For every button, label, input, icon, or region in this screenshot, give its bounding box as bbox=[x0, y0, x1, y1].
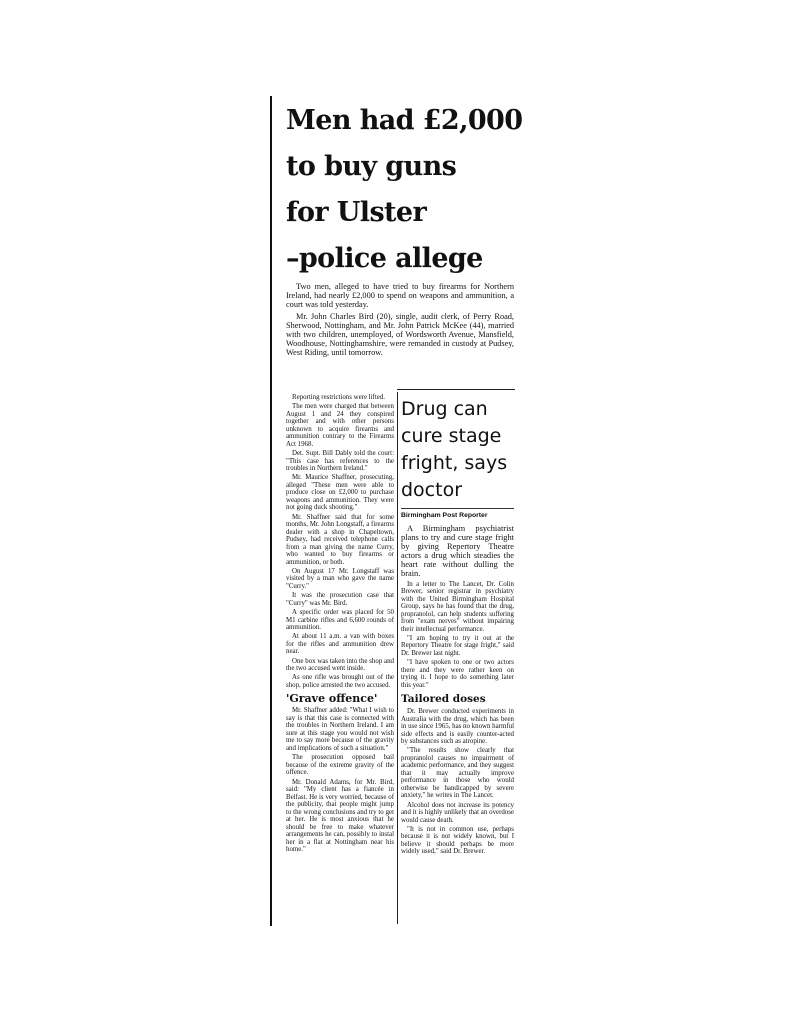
headline-line: to buy guns bbox=[286, 151, 457, 182]
sidebar-paragraph: "I am hoping to try it out at the Repertory Theatre for stage fright," said Dr. Brewer last night. bbox=[401, 634, 514, 657]
article-paragraph: One box was taken into the shop and the two accused went inside. bbox=[286, 657, 394, 673]
article-paragraph: A specific order was placed for 50 M1 carbine rifles and 6,600 rounds of ammunition. bbox=[286, 609, 394, 632]
sidebar-headline-line: doctor bbox=[401, 479, 463, 501]
article-paragraph: Mr. Shaffner said that for some months, Mr. John Longstaff, a firearms dealer with a shop in Chapeltown, Pudsey, had received telephone calls from a man giving the name Curry, who wanted to buy firearms or ammunition, or both. bbox=[286, 513, 394, 566]
article-paragraph: On August 17 Mr. Longstaff was visited by a man who gave the name "Curry." bbox=[286, 567, 394, 590]
subheading-grave-offence: 'Grave offence' bbox=[286, 692, 378, 706]
sidebar-paragraph: "The results show clearly that propranolol causes no impairment of academic performance, and they suggest that it may actually improve performance in those who would otherwise be handicapped by severe anxiety," he writes in The Lancet. bbox=[401, 747, 514, 800]
article-paragraph: The men were charged that between August 1 and 24 they conspired together and with other persons unknown to acquire firearms and ammunition contrary to the Firearms Act 1968. bbox=[286, 403, 394, 448]
headline-line: –police allege bbox=[286, 243, 483, 274]
sidebar-top-rule bbox=[397, 389, 515, 390]
byline: Birmingham Post Reporter bbox=[401, 508, 514, 520]
article-paragraph: It was the prosecution case that "Curry" was Mr. Bird. bbox=[286, 592, 394, 607]
sidebar-lead: A Birmingham psychiatrist plans to try and cure stage fright by giving Repertory Theatre actors a drug which steadies the heart rate without dulling the brain. bbox=[401, 523, 514, 578]
sidebar-headline-line: cure stage bbox=[401, 425, 502, 447]
newspaper-clipping bbox=[270, 96, 523, 926]
article-paragraph: Mr. Maurice Shaffner, prosecuting, alleged "These men were able to produce close on £2,000 to purchase weapons and ammunition. They were not going duck shooting." bbox=[286, 474, 394, 512]
article-paragraph: Mr. Donald Adams, for Mr. Bird, said: "My client has a fiancée in Belfast. He is very worried, because of the publicity, that people might jump to the wrong conclusions and try to get at her. He is most anxious that he should be free to make whatever arrangements he can, possibly to instal her in a flat at Nottingham near his home." bbox=[286, 778, 394, 854]
sidebar-headline-line: fright, says bbox=[401, 452, 508, 474]
headline-line: for Ulster bbox=[286, 197, 427, 228]
sidebar-paragraph: Alcohol does not increase its potency and it is highly unlikely that an overdose would cause death. bbox=[401, 801, 514, 824]
article-paragraph: At about 11 a.m. a van with boxes for the rifles and ammunition drew near. bbox=[286, 633, 394, 656]
sidebar-headline bbox=[401, 396, 514, 504]
sidebar-headline-line: Drug can bbox=[401, 398, 488, 420]
intro-paragraph: Two men, alleged to have tried to buy firearms for Northern Ireland, had nearly £2,000 to spend on weapons and ammunition, a court was told yesterday. bbox=[286, 282, 514, 310]
subheading-tailored-doses: Tailored doses bbox=[401, 693, 486, 706]
article-paragraph: Mr. Shaffner added: "What I wish to say is that this case is connected with the troubles in Northern Ireland. I am sure at this stage you would not wish me to say more because of the gravity and implications of such a situation." bbox=[286, 707, 394, 752]
column-divider bbox=[397, 392, 398, 924]
article-paragraph: The prosecution opposed bail because of the extreme gravity of the offence. bbox=[286, 754, 394, 777]
sidebar-paragraph: "It is not in common use, perhaps because it is not widely known, but I believe it should perhaps be more widely used," said Dr. Brewer. bbox=[401, 825, 514, 856]
sidebar-paragraph: Dr. Brewer conducted experiments in Australia with the drug, which has been in use since 1965, has no known harmful side effects and is easily counter-acted by substances such as atropine. bbox=[401, 708, 514, 746]
sidebar-paragraph: In a letter to The Lancet, Dr. Colin Brewer, senior registrar in psychiatry with the United Birmingham Hospital Group, says he has found that the drug, propranolol, can help students suffering from "exam nerves" without impairing their intellectual performance. bbox=[401, 580, 514, 633]
intro-paragraph: Mr. John Charles Bird (20), single, audit clerk, of Perry Road, Sherwood, Nottingham, and Mr. John Patrick McKee (44), married with two children, unemployed, of Wordsworth Avenue, Mansfield, Woodhouse, Nottinghamshire, were remanded in custody at Pudsey, West Riding, until tomorrow. bbox=[286, 311, 514, 358]
article-paragraph: Det. Supt. Bill Dably told the court: "This case has references to the troubles in Northern Ireland." bbox=[286, 450, 394, 473]
left-column bbox=[286, 394, 394, 855]
article-paragraph: Reporting restrictions were lifted. bbox=[292, 394, 385, 401]
column-rule-left bbox=[270, 96, 272, 926]
intro-text bbox=[286, 282, 514, 358]
sidebar-paragraph: "I have spoken to one or two actors there and they were rather keen on trying it. I hope to do something later this year." bbox=[401, 659, 514, 689]
main-headline bbox=[286, 98, 523, 282]
right-column bbox=[401, 392, 514, 858]
headline-line: Men had £2,000 bbox=[286, 105, 523, 136]
article-paragraph: As one rifle was brought out of the shop, police arrested the two accused. bbox=[286, 674, 394, 689]
